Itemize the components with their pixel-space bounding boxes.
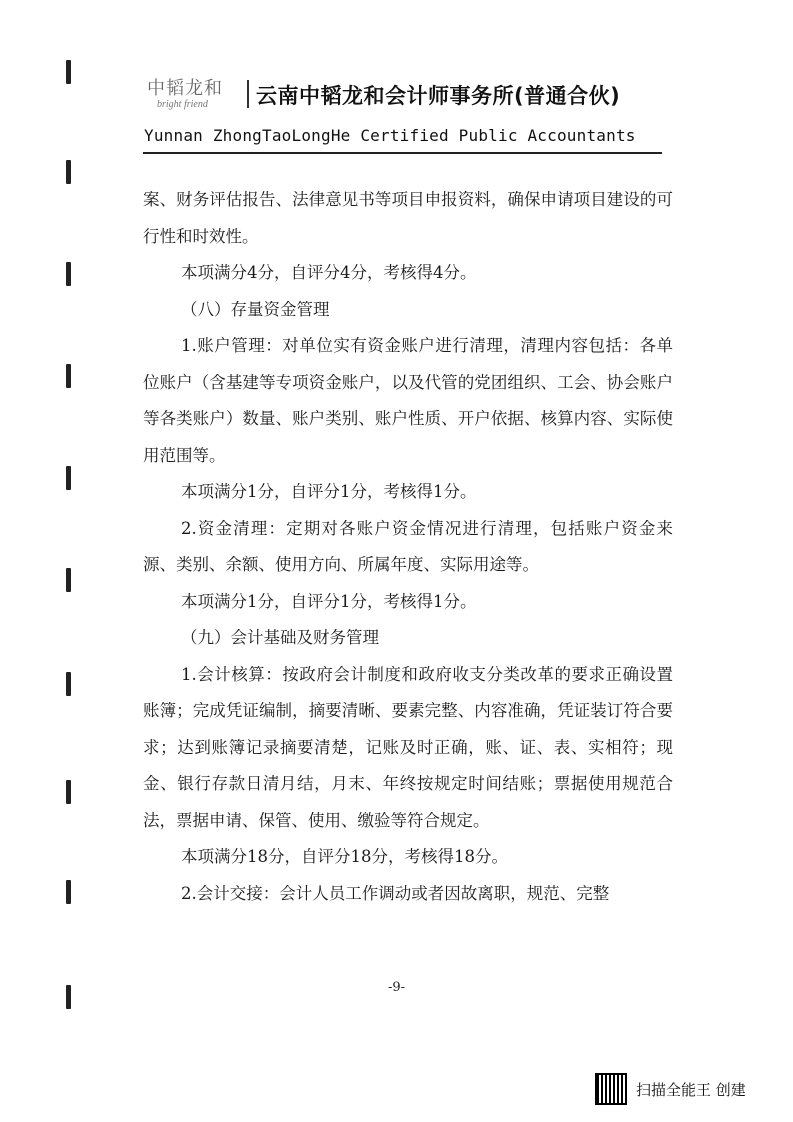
- qr-code-icon: [595, 1073, 627, 1105]
- score-line: 本项满分18分，自评分18分，考核得18分。: [181, 847, 508, 866]
- paragraph: 2.资金清理：定期对各账户资金情况进行清理，包括账户资金来源、类别、余额、使用方向、所属年度、实际用途等。: [143, 518, 673, 574]
- binding-mark: [66, 466, 71, 490]
- section-heading: （八）存量资金管理: [181, 299, 330, 319]
- score-line: 本项满分1分，自评分1分，考核得1分。: [181, 591, 477, 611]
- document-body: [143, 182, 673, 912]
- binding-mark: [66, 160, 71, 184]
- paragraph: 1.账户管理：对单位实有资金账户进行清理，清理内容包括：各单位账户（含基建等专项资金账户，以及代管的党团组织、工会、协会账户等各类账户）数量、账户类别、账户性质、开户依据、核算内容、实际使用范围等。: [143, 336, 673, 465]
- logo-english-text: bright friend: [157, 99, 208, 110]
- binding-mark: [66, 780, 71, 804]
- paragraph: 2.会计交接：会计人员工作调动或者因故离职，规范、完整: [181, 883, 610, 903]
- letterhead: [143, 74, 663, 164]
- header-divider: [143, 152, 662, 154]
- section-heading: （九）会计基础及财务管理: [181, 628, 379, 647]
- firm-logo: [143, 74, 243, 114]
- firm-name-chinese: 云南中韬龙和会计师事务所(普通合伙): [256, 84, 621, 108]
- binding-mark: [66, 568, 71, 592]
- score-line: 本项满分1分，自评分1分，考核得1分。: [181, 482, 477, 501]
- scanner-watermark: 扫描全能王 创建: [636, 1081, 746, 1099]
- binding-mark: [66, 364, 71, 388]
- logo-divider: [247, 80, 249, 108]
- paragraph: 1.会计核算：按政府会计制度和政府收支分类改革的要求正确设置账簿；完成凭证编制，摘要清晰、要素完整、内容准确，凭证装订符合要求；达到账簿记录摘要清楚，记账及时正确，账、证、表、实相符；现金、银行存款日清月结，月末、年终按规定时间结账；票据使用规范合法，票据申请、保管、使用、缴验等符合规定。: [143, 664, 673, 830]
- binding-mark: [66, 672, 71, 696]
- page-number: -9-: [387, 980, 406, 995]
- binding-mark: [66, 262, 71, 286]
- binding-mark: [66, 880, 71, 904]
- paragraph: 案、财务评估报告、法律意见书等项目申报资料，确保申请项目建设的可行性和时效性。: [143, 190, 673, 246]
- firm-name-english: Yunnan ZhongTaoLongHe Certified Public Accountants: [144, 126, 636, 145]
- score-line: 本项满分4分，自评分4分，考核得4分。: [181, 263, 477, 282]
- logo-chinese-text: 中韬龙和: [147, 78, 223, 99]
- binding-mark: [66, 60, 71, 84]
